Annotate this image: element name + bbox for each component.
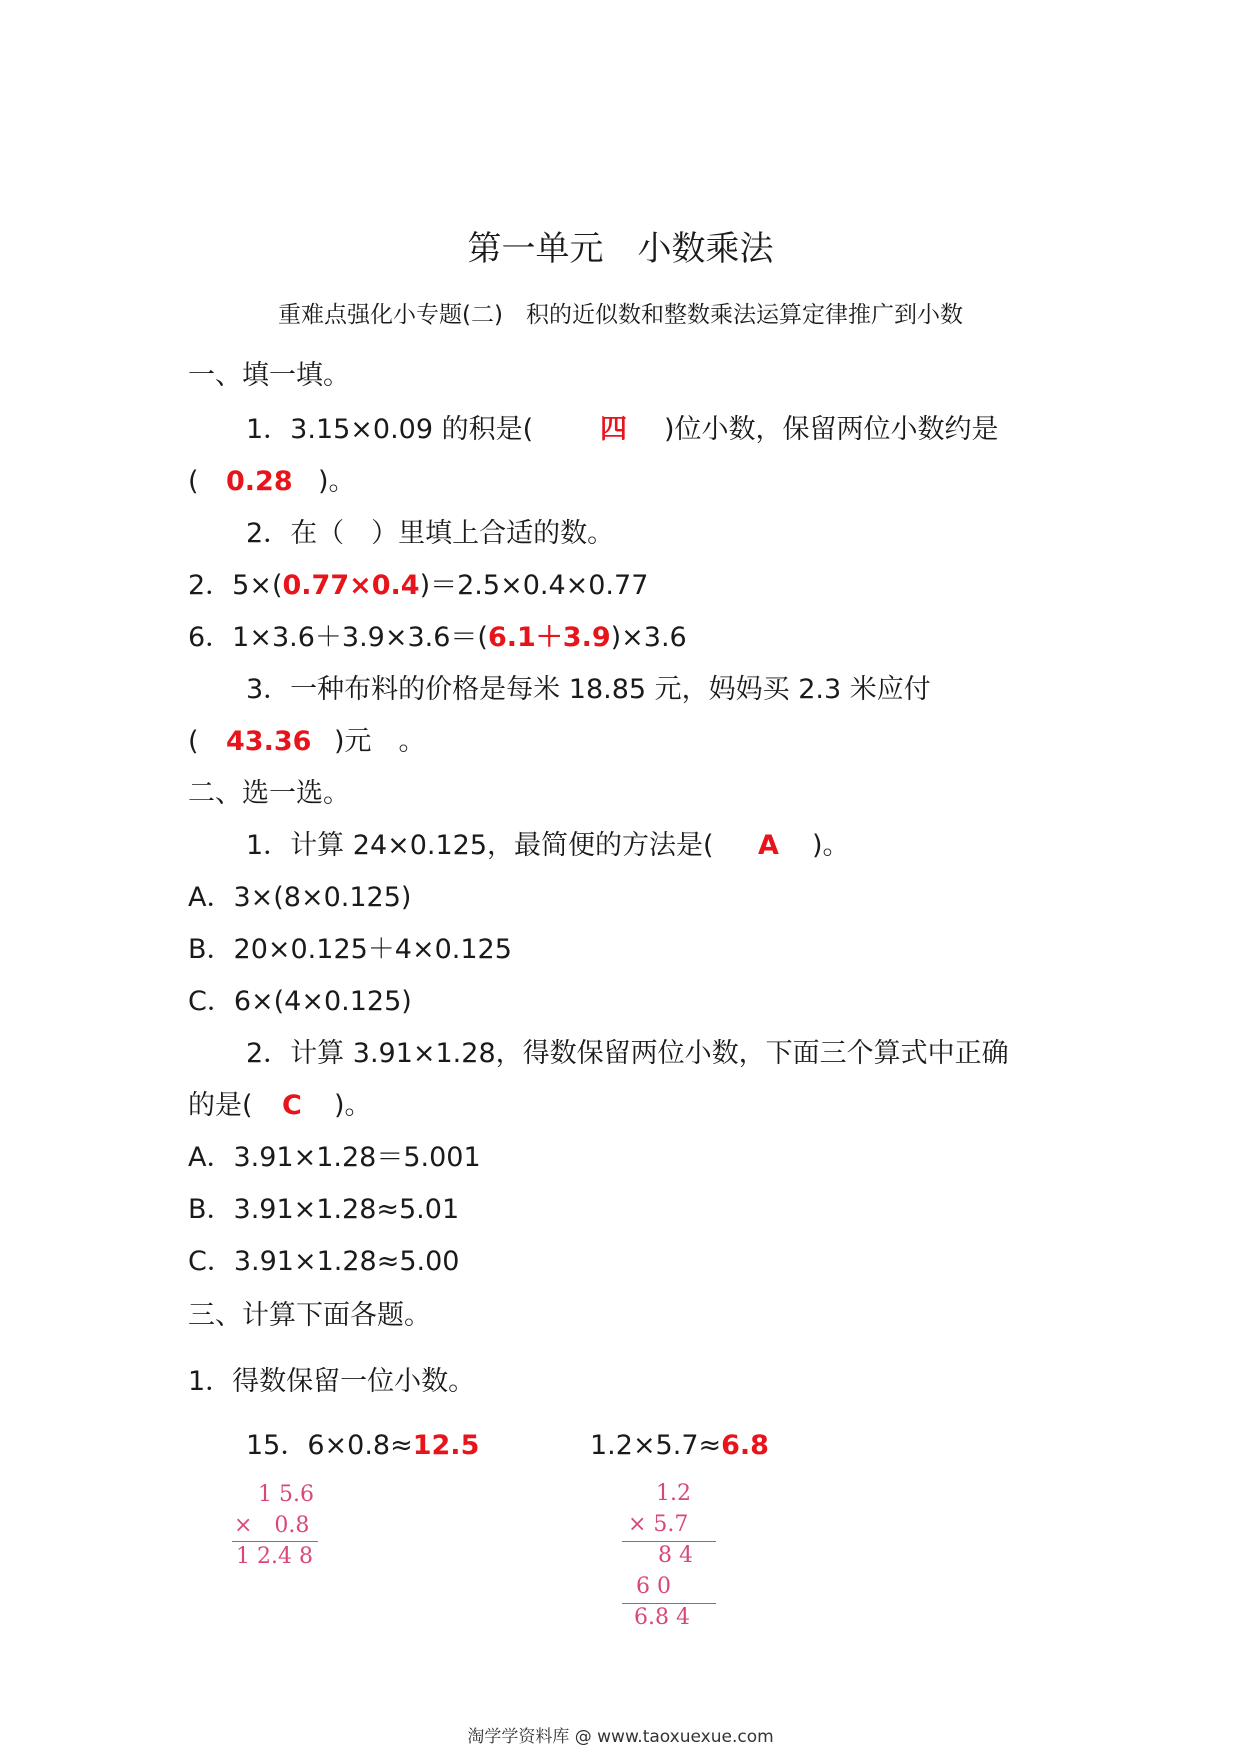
s1-q2-eq2-start: 6．1×3.6＋3.9×3.6＝( (188, 622, 488, 653)
s2-q1-option-c: C．6×(4×0.125) (188, 986, 412, 1017)
s1-q3-line1: 3．一种布料的价格是每米 18.85 元，妈妈买 2.3 米应付 (246, 674, 931, 705)
s1-q2-prompt: 2．在（ ）里填上合适的数。 (246, 518, 615, 549)
calc1-product: 1 2.4 8 (236, 1544, 313, 1569)
s2-q2-line1: 2．计算 3.91×1.28，得数保留两位小数，下面三个算式中正确 (246, 1038, 1009, 1069)
s2-q1-option-a: A．3×(8×0.125) (188, 882, 412, 913)
section1-heading: 一、填一填。 (188, 360, 350, 391)
s1-q2-eq2 (188, 621, 687, 655)
s1-q2-eq2-answer: 6.1＋3.9 (487, 622, 611, 653)
page-title: 第一单元 小数乘法 (467, 229, 774, 269)
s1-q2-eq1-start: 2．5×( (188, 570, 283, 601)
calc1-multiplicand: 1 5.6 (258, 1482, 314, 1507)
s3-calc2 (590, 1429, 769, 1463)
s1-q3-line2-open: ( (188, 726, 199, 757)
s2-q2-line2-start: 的是( (188, 1090, 253, 1121)
s1-q1-line2-open: ( (188, 466, 199, 497)
s2-q2-line2-end: )。 (334, 1090, 372, 1121)
s2-q2-option-b: B．3.91×1.28≈5.01 (188, 1194, 460, 1225)
section3-heading: 三、计算下面各题。 (188, 1300, 431, 1331)
s1-q1-answer2: 0.28 (226, 466, 293, 497)
calc2-multiplier: × 5.7 (628, 1512, 689, 1537)
s1-q1-answer1: 四 (600, 414, 627, 445)
page-subtitle: 重难点强化小专题(二) 积的近似数和整数乘法运算定律推广到小数 (278, 302, 963, 328)
s1-q3-line2-close: )元 。 (334, 726, 426, 757)
section2-heading: 二、选一选。 (188, 778, 350, 809)
s3-sub1: 1．得数保留一位小数。 (188, 1366, 476, 1397)
calc2-partial-1: 8 4 (658, 1543, 693, 1568)
s3-calc2-answer: 6.8 (721, 1430, 769, 1461)
s1-q2-eq1 (188, 569, 648, 603)
calc2-multiplicand: 1.2 (656, 1481, 691, 1506)
calc1-multiplier: × 0.8 (234, 1513, 310, 1538)
s2-q1-answer: A (758, 830, 779, 861)
s1-q3-answer: 43.36 (226, 726, 312, 757)
s2-q2-option-c: C．3.91×1.28≈5.00 (188, 1246, 460, 1277)
s3-calc2-expression: 1.2×5.7≈ (590, 1430, 722, 1461)
s2-q2-answer: C (282, 1090, 302, 1121)
calc2-product: 6.8 4 (634, 1605, 690, 1630)
s1-q1-line2-close: )。 (318, 466, 356, 497)
s2-q1-option-b: B．20×0.125＋4×0.125 (188, 934, 512, 965)
footer-source: 淘学学资料库 @ www.taoxuexue.com (467, 1727, 774, 1747)
s3-calc1-expression: 15．6×0.8≈ (246, 1430, 413, 1461)
s3-calc1 (246, 1429, 479, 1463)
calc2-partial-2: 6 0 (636, 1574, 671, 1599)
s1-q2-eq1-answer: 0.77×0.4 (282, 570, 420, 601)
s3-calc1-answer: 12.5 (412, 1430, 480, 1461)
s1-q2-eq2-end: )×3.6 (610, 622, 687, 653)
s1-q2-eq1-end: )＝2.5×0.4×0.77 (419, 570, 649, 601)
s1-q1-line1-end: )位小数，保留两位小数约是 (664, 414, 999, 445)
s2-q1-prompt-start: 1．计算 24×0.125，最简便的方法是( (246, 830, 714, 861)
s1-q1-line1-start: 1．3.15×0.09 的积是( (246, 414, 534, 445)
s2-q1-prompt-end: )。 (812, 830, 850, 861)
s2-q2-option-a: A．3.91×1.28＝5.001 (188, 1142, 481, 1173)
